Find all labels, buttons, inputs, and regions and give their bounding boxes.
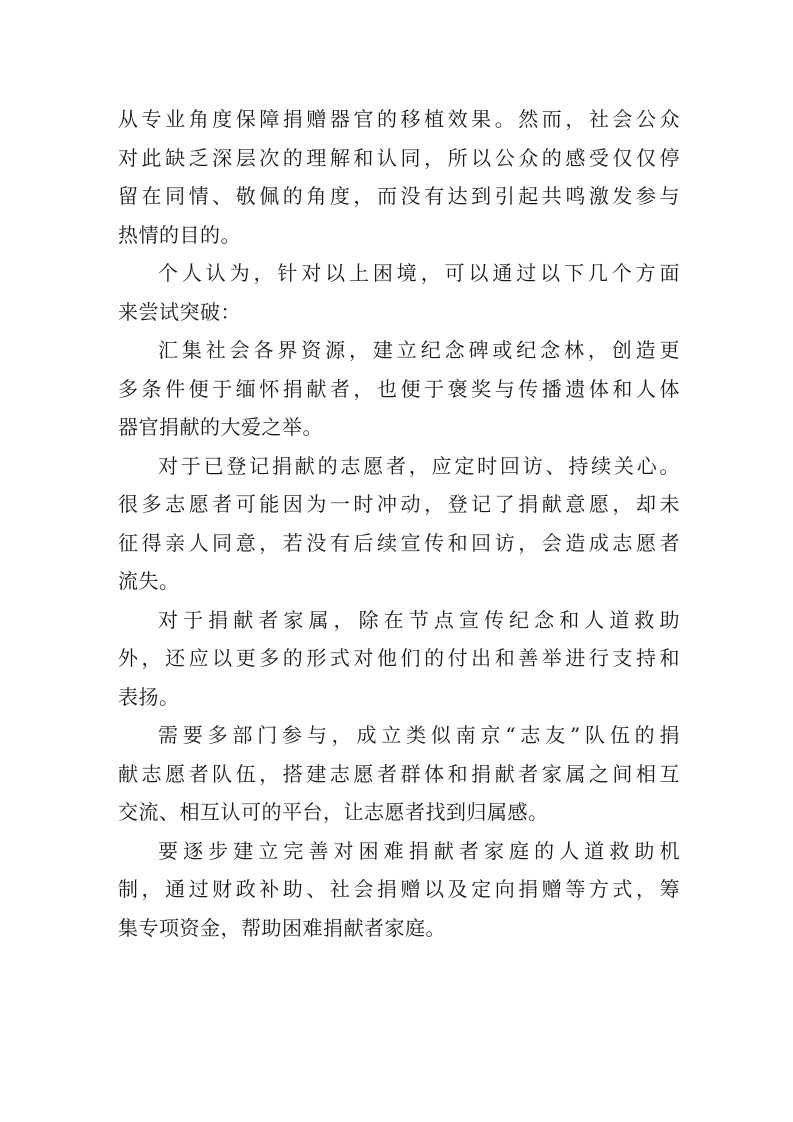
text-line: 多条件便于缅怀捐献者，也便于褒奖与传播遗体和人体: [118, 376, 680, 401]
text-line: 来尝试突破：: [118, 299, 241, 324]
text-line: 表扬。: [118, 684, 180, 709]
text-line: 需要多部门参与，成立类似南京“志友”队伍的捐: [158, 723, 680, 747]
text-line: 很多志愿者可能因为一时冲动，登记了捐献意愿，却未: [118, 492, 680, 516]
text-line: 个人认为，针对以上困境，可以通过以下几个方面: [158, 261, 680, 285]
text-line: 外，还应以更多的形式对他们的付出和善举进行支持和: [118, 646, 680, 670]
text-line: 器官捐献的大爱之举。: [118, 415, 323, 439]
document-body: [118, 100, 680, 947]
text-line: 要逐步建立完善对困难捐献者家庭的人道救助机: [158, 838, 680, 863]
text-line: 献志愿者队伍，搭建志愿者群体和捐献者家属之间相互: [118, 761, 680, 786]
text-line: 留在同情、敬佩的角度，而没有达到引起共鸣激发参与: [118, 184, 680, 208]
text-line: 征得亲人同意，若没有后续宣传和回访，会造成志愿者: [118, 530, 680, 555]
text-line: 交流、相互认可的平台，让志愿者找到归属感。: [118, 800, 549, 824]
text-line: 集专项资金，帮助困难捐献者家庭。: [118, 915, 446, 940]
text-line: 从专业角度保障捐赠器官的移植效果。然而，社会公众: [118, 107, 680, 131]
text-line: 对此缺乏深层次的理解和认同，所以公众的感受仅仅停: [118, 145, 680, 170]
text-line: 制，通过财政补助、社会捐赠以及定向捐赠等方式，筹: [118, 877, 680, 901]
text-line: 对于捐献者家属，除在节点宣传纪念和人道救助: [158, 607, 680, 632]
text-line: 对于已登记捐献的志愿者，应定时回访、持续关心。: [158, 453, 680, 478]
text-line: 流失。: [118, 569, 180, 593]
text-line: 热情的目的。: [118, 222, 241, 247]
text-line: 汇集社会各界资源，建立纪念碑或纪念林，创造更: [158, 338, 680, 362]
